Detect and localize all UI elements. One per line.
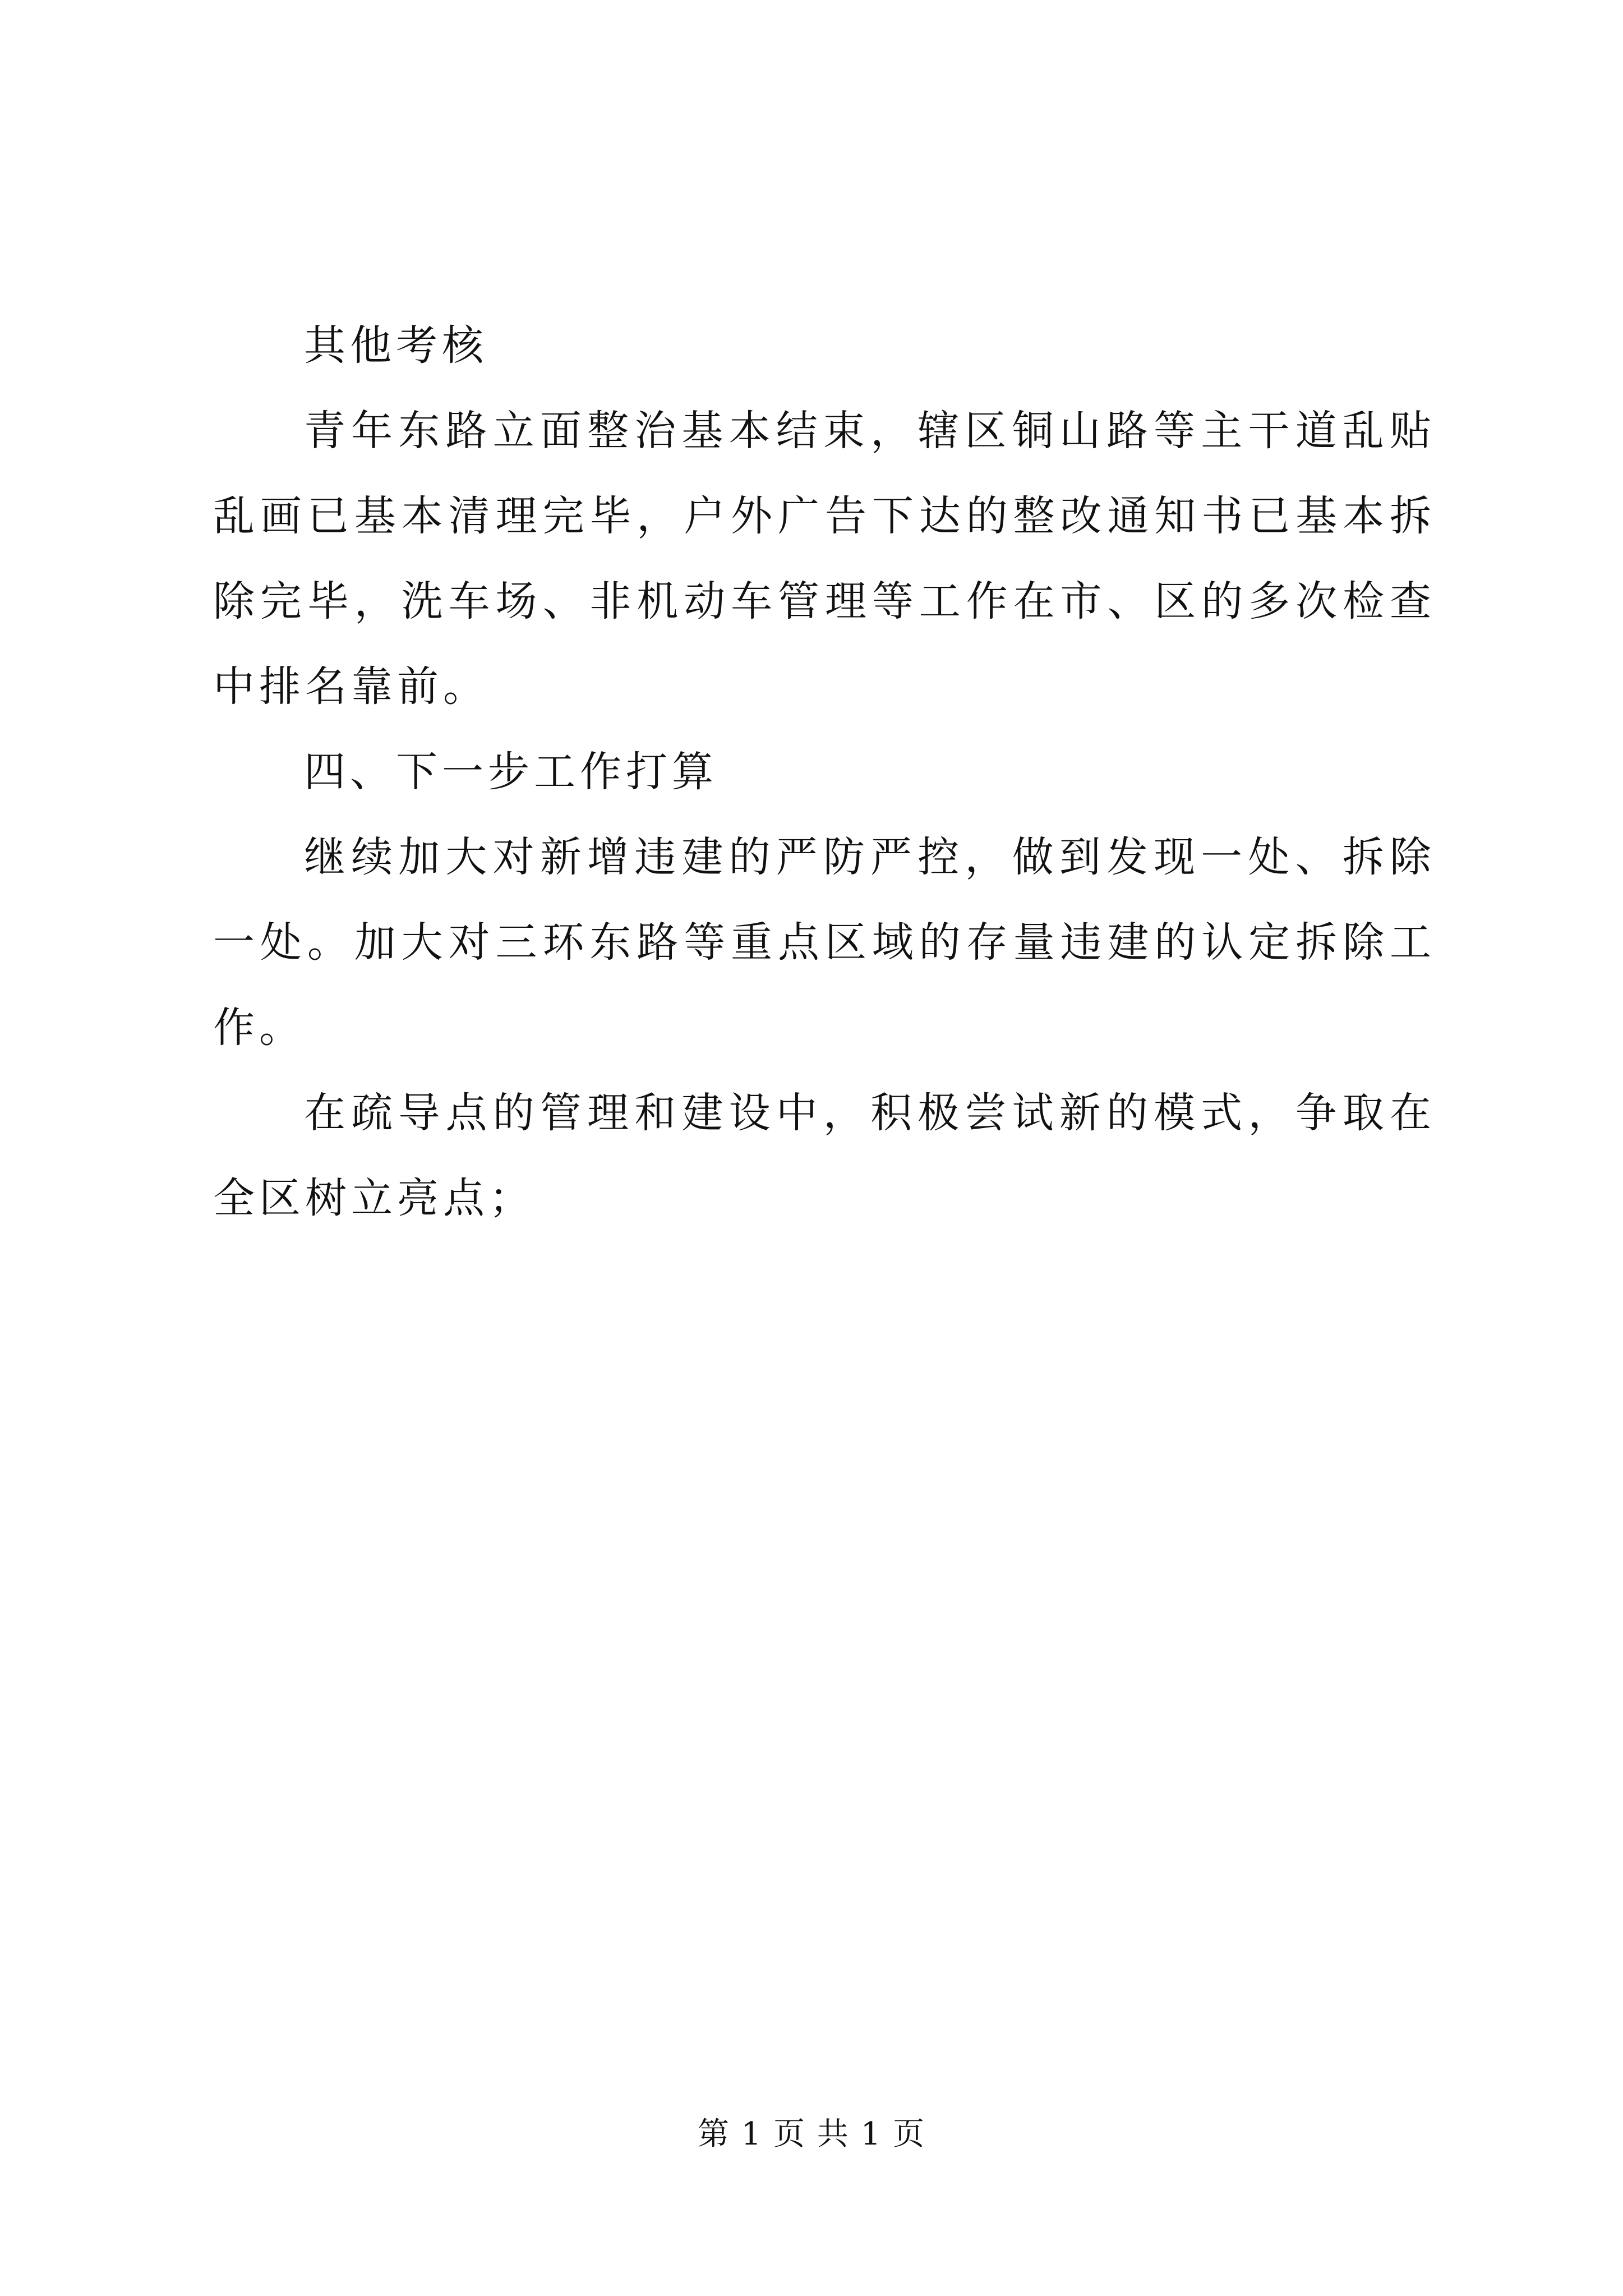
paragraph-guidance-points: 在疏导点的管理和建设中，积极尝试新的模式，争取在全区树立亮点； (213, 1089, 1436, 1222)
document-body (213, 303, 1436, 1241)
paragraph-illegal-construction: 继续加大对新增违建的严防严控，做到发现一处、拆除一处。加大对三环东路等重点区域的存量违建的认定拆除工作。 (213, 833, 1436, 1052)
paragraph-other-assessment-heading: 其他考核 (304, 321, 488, 370)
paragraph-facade-renovation: 青年东路立面整治基本结束，辖区铜山路等主干道乱贴乱画已基本清理完毕，户外广告下达的整改通知书已基本拆除完毕，洗车场、非机动车管理等工作在市、区的多次检查中排名靠前。 (213, 407, 1436, 711)
page-footer: 第 1 页 共 1 页 (697, 2116, 926, 2152)
paragraph-next-steps-heading: 四、下一步工作打算 (304, 748, 718, 796)
